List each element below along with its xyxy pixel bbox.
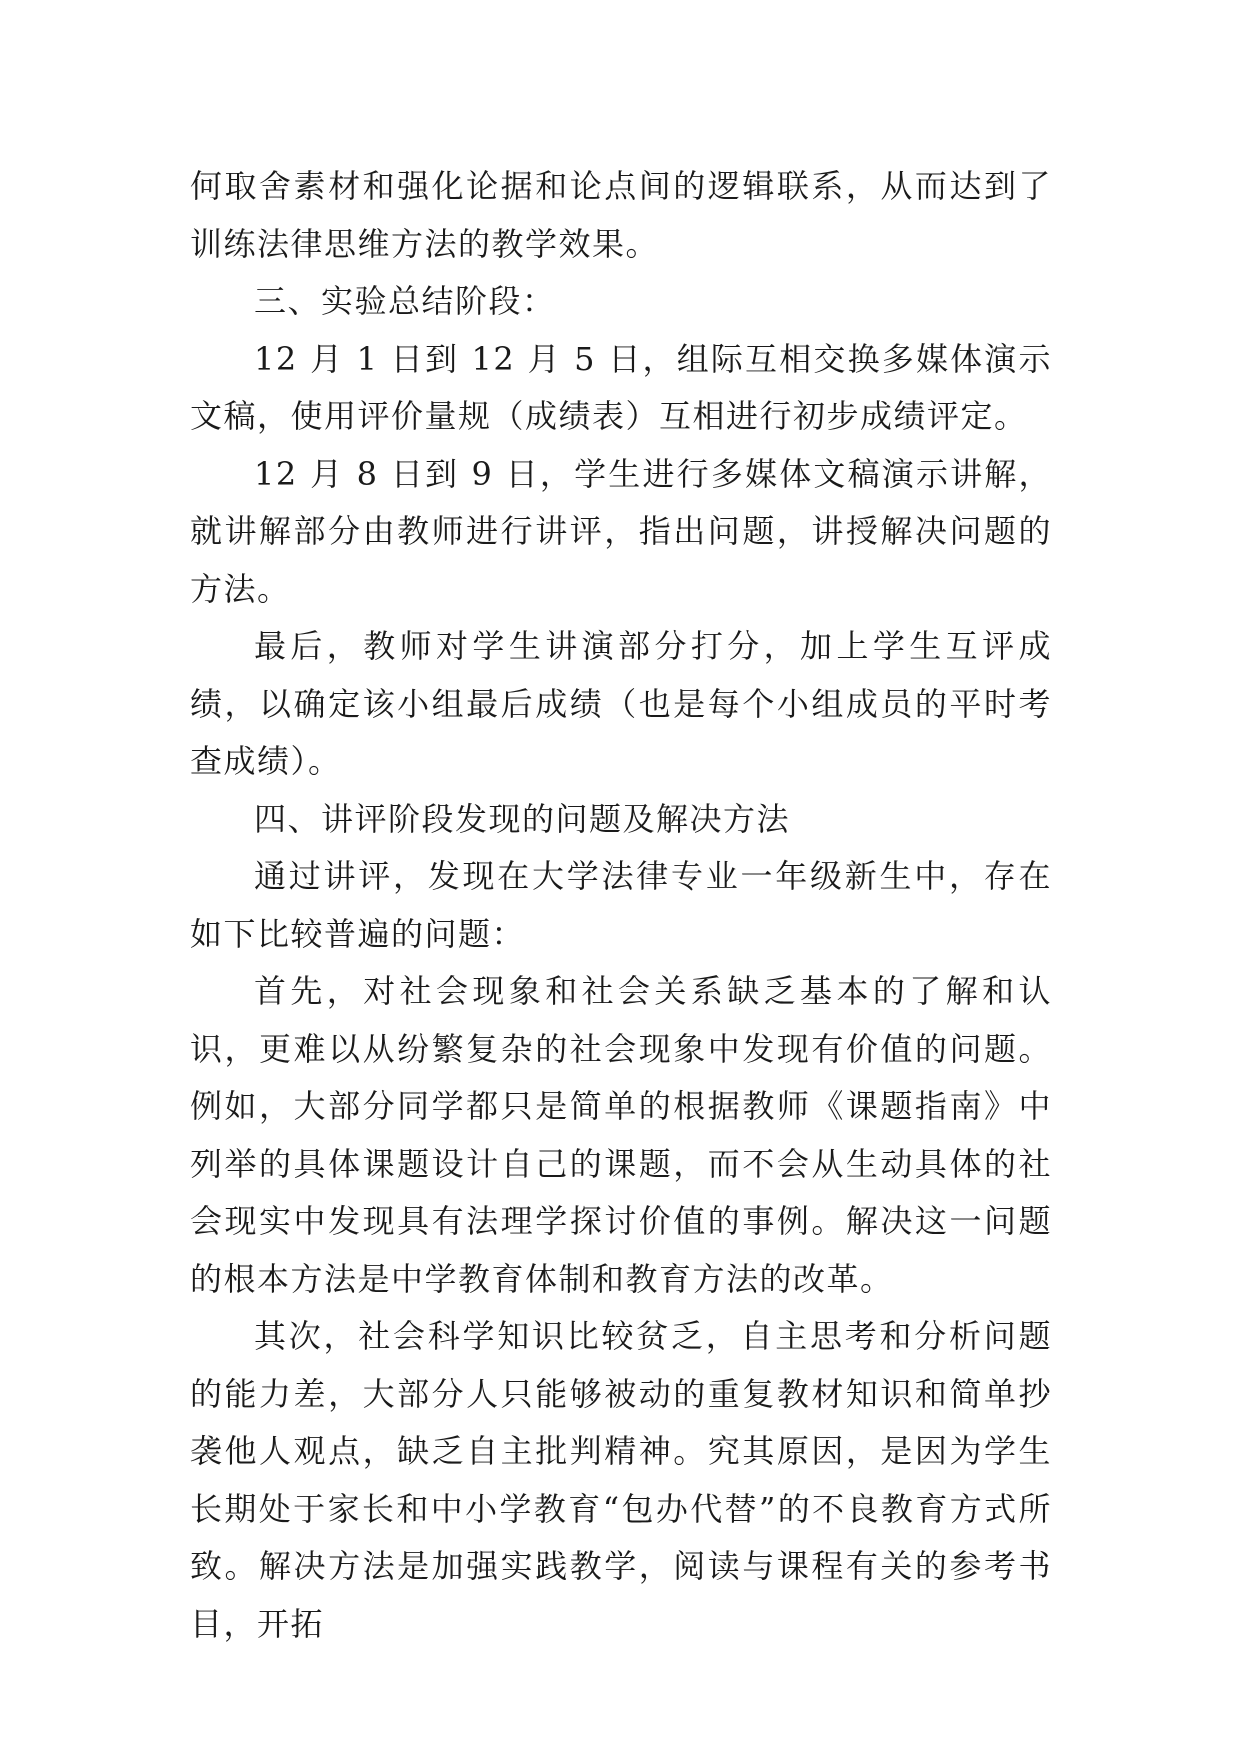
paragraph-continuation: 何取舍素材和强化论据和论点间的逻辑联系，从而达到了训练法律思维方法的教学效果。 (190, 167, 1052, 263)
paragraph: 通过讲评，发现在大学法律专业一年级新生中，存在如下比较普遍的问题： (190, 857, 1052, 953)
document-body (190, 158, 1052, 1653)
section-heading-3: 三、实验总结阶段： (254, 282, 556, 320)
paragraph: 最后，教师对学生讲演部分打分，加上学生互评成绩，以确定该小组最后成绩（也是每个小组成员的平时考查成绩）。 (190, 627, 1052, 780)
paragraph: 12 月 8 日到 9 日，学生进行多媒体文稿演示讲解，就讲解部分由教师进行讲评，指出问题，讲授解决问题的方法。 (190, 454, 1052, 608)
paragraph: 12 月 1 日到 12 月 5 日，组际互相交换多媒体演示文稿，使用评价量规（成绩表）互相进行初步成绩评定。 (190, 339, 1052, 435)
section-heading-4: 四、讲评阶段发现的问题及解决方法 (254, 799, 791, 838)
paragraph: 首先，对社会现象和社会关系缺乏基本的了解和认识，更难以从纷繁复杂的社会现象中发现有价值的问题。例如，大部分同学都只是简单的根据教师《课题指南》中列举的具体课题设计自己的课题，而不会从生动具体的社会现实中发现具有法理学探讨价值的事例。解决这一问题的根本方法是中学教育体制和教育方法的改革。 (190, 972, 1052, 1298)
paragraph: 其次，社会科学知识比较贫乏，自主思考和分析问题的能力差，大部分人只能够被动的重复教材知识和简单抄袭他人观点，缺乏自主批判精神。究其原因，是因为学生长期处于家长和中小学教育“包办代替”的不良教育方式所致。解决方法是加强实践教学，阅读与课程有关的参考书目，开拓 (190, 1317, 1052, 1643)
